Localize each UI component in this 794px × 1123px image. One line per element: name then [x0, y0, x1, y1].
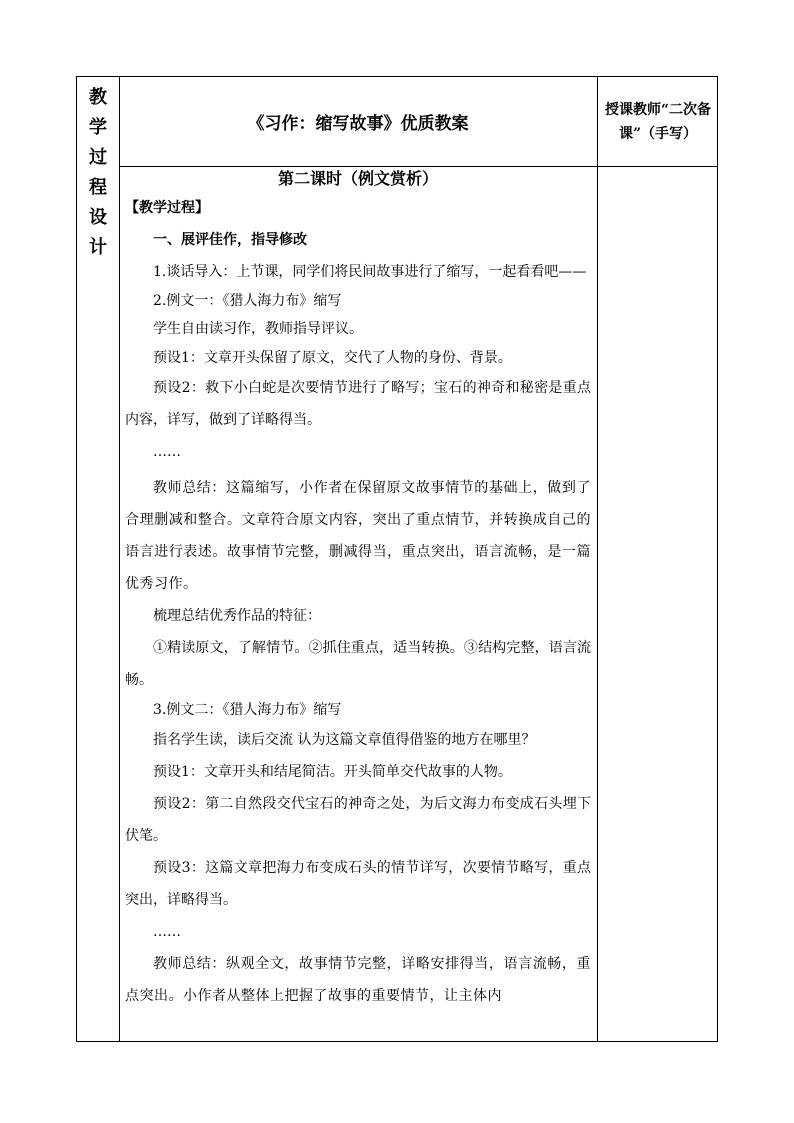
paragraph: 预设1：文章开头保留了原文，交代了人物的身份、背景。: [153, 350, 512, 366]
lesson-content: [119, 166, 597, 1012]
paragraph: 3.例文二：《猎人海力布》缩写: [153, 702, 342, 718]
paragraph: 一、展评佳作，指导修改: [153, 232, 307, 248]
paragraph: 学生自由读习作，教师指导评议。: [153, 321, 363, 337]
paragraph: 教师总结：这篇缩写，小作者在保留原文故事情节的基础上，做到了合理删减和整合。文章符合原文内容，突出了重点情节，并转换成自己的语言进行表述。故事情节完整，删减得当，重点突出，语言流畅，是一篇优秀习作。: [125, 480, 591, 592]
paragraph: 【教学过程】: [125, 200, 209, 216]
paragraph: 预设2：第二自然段交代宝石的神奇之处，为后文海力布变成石头埋下伏笔。: [125, 796, 591, 844]
paragraph: ……: [153, 924, 181, 940]
lesson-plan-table: [76, 76, 718, 1042]
document-title: 《习作：缩写故事》优质教案: [247, 114, 469, 134]
label-char: 教: [89, 87, 107, 108]
paragraph: 预设2：救下小白蛇是次要情节进行了略写；宝石的神奇和秘密是重点内容，详写，做到了详略得当。: [125, 380, 591, 428]
column-divider-right: [597, 77, 598, 1041]
paragraph: 梳理总结优秀作品的特征：: [153, 608, 321, 624]
label-char: 过: [89, 147, 107, 168]
paragraph: ……: [153, 444, 181, 460]
paragraph: 指名学生读，读后交流 认为这篇文章值得借鉴的地方在哪里？: [153, 732, 536, 748]
paragraph: 预设3：这篇文章把海力布变成石头的情节详写，次要情节略写，重点突出，详略得当。: [125, 860, 591, 908]
paragraph: 预设1：文章开头和结尾简洁。开头简单交代故事的人物。: [153, 764, 512, 780]
teacher-notes-header: 授课教师“二次备课”（手写）: [604, 101, 712, 142]
paragraph: 2.例文一：《猎人海力布》缩写: [153, 293, 342, 309]
label-char: 计: [89, 237, 107, 258]
paragraph: 1.谈话导入：上节课，同学们将民间故事进行了缩写，一起看看吧——: [153, 264, 587, 280]
paragraph: ①精读原文，了解情节。②抓住重点，适当转换。③结构完整，语言流畅。: [125, 640, 591, 688]
section-title: 第二课时（例文赏析）: [277, 169, 438, 188]
teaching-process-design-label: [77, 83, 119, 263]
label-char: 设: [89, 207, 107, 228]
label-char: 学: [89, 117, 107, 138]
paragraph: 教师总结：纵观全文，故事情节完整，详略安排得当，语言流畅，重点突出。小作者从整体上把握了故事的重要情节，让主体内: [125, 956, 591, 1004]
label-char: 程: [89, 177, 107, 198]
